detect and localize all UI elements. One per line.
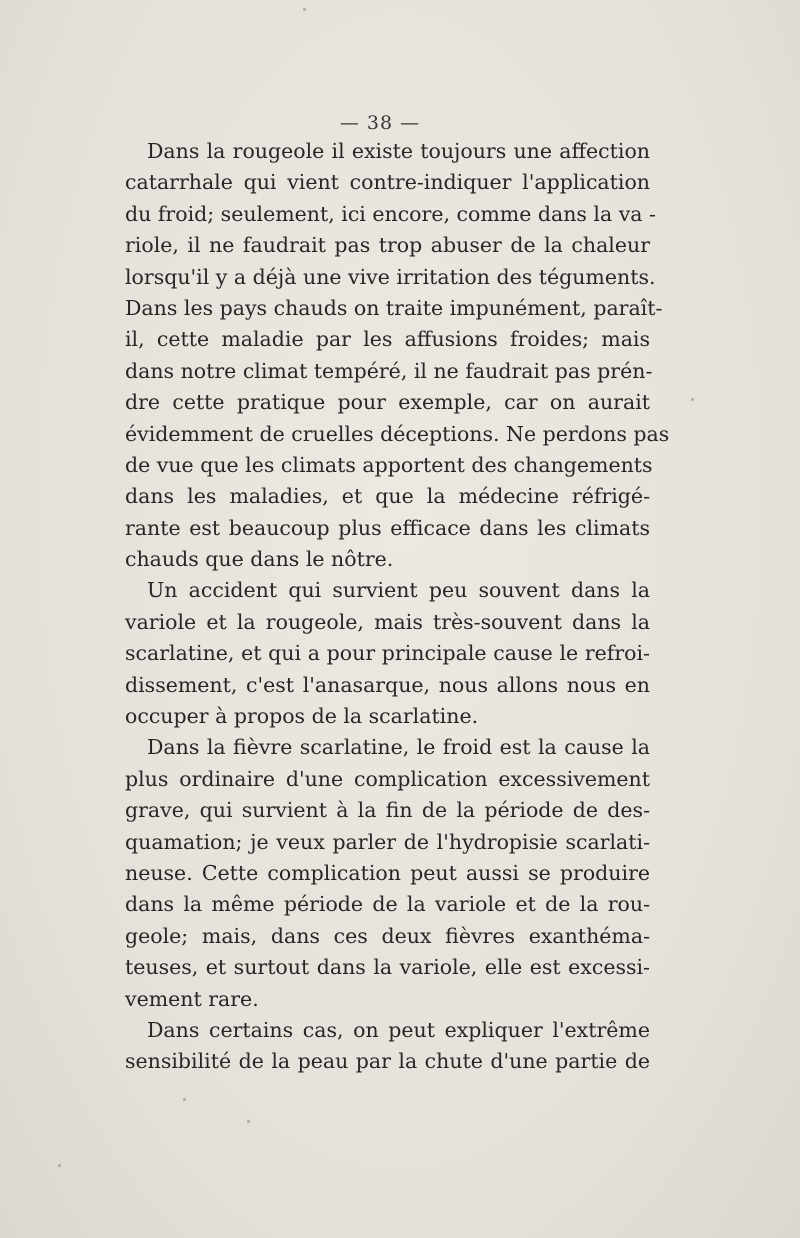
text-line: il, cette maladie par les affusions froides; mais (125, 327, 650, 352)
text-line: teuses, et surtout dans la variole, elle est excessi- (125, 955, 650, 980)
text-line: quamation; je veux parler de l'hydropisie scarlati- (125, 829, 650, 854)
text-line: Dans la fièvre scarlatine, le froid est la cause la (147, 735, 650, 760)
text-line: neuse. Cette complication peut aussi se produire (125, 860, 650, 885)
text-line: variole et la rougeole, mais très-souvent dans la (125, 609, 650, 634)
text-line: Dans certains cas, on peut expliquer l'extrême (147, 1017, 650, 1042)
paper-speck (303, 8, 306, 11)
text-line: Dans les pays chauds on traite impunément, paraît- (125, 295, 663, 320)
text-line: chauds que dans le nôtre. (125, 547, 394, 572)
text-line: de vue que les climats apportent des changements (125, 452, 653, 477)
text-line: évidemment de cruelles déceptions. Ne perdons pas (125, 421, 670, 446)
paper-speck (58, 1164, 61, 1167)
body-text (125, 136, 670, 1078)
text-line: sensibilité de la peau par la chute d'une partie de (125, 1049, 650, 1074)
text-line: Dans la rougeole il existe toujours une affection (147, 139, 650, 163)
text-line: dans la même période de la variole et de la rou- (125, 892, 650, 917)
text-line: catarrhale qui vient contre-indiquer l'application (125, 170, 650, 195)
text-line: dissement, c'est l'anasarque, nous allons nous en (125, 672, 650, 697)
text-line: lorsqu'il y a déjà une vive irritation des téguments. (125, 264, 656, 289)
text-line: dans les maladies, et que la médecine réfrigé- (125, 484, 650, 509)
text-line: plus ordinaire d'une complication excessivement (125, 766, 650, 791)
paper-speck (691, 398, 694, 401)
text-line: occuper à propos de la scarlatine. (125, 704, 479, 729)
text-line: rante est beaucoup plus efficace dans les climats (125, 515, 650, 540)
paper-speck (247, 1120, 250, 1123)
text-line: riole, il ne faudrait pas trop abuser de la chaleur (125, 233, 650, 258)
text-line: grave, qui survient à la fin de la période de des- (125, 798, 650, 823)
text-line: vement rare. (125, 986, 259, 1011)
text-line: dans notre climat tempéré, il ne faudrait pas prén- (125, 358, 653, 383)
text-line: dre cette pratique pour exemple, car on aurait (125, 390, 650, 415)
page-number: — 38 — (339, 112, 421, 134)
text-line: geole; mais, dans ces deux fièvres exanthéma- (125, 923, 650, 948)
text-line: du froid; seulement, ici encore, comme dans la va - (125, 201, 656, 226)
text-line: Un accident qui survient peu souvent dans la (147, 578, 650, 603)
text-line: scarlatine, et qui a pour principale cause le refroi- (125, 641, 650, 666)
paper-speck (183, 1098, 186, 1101)
